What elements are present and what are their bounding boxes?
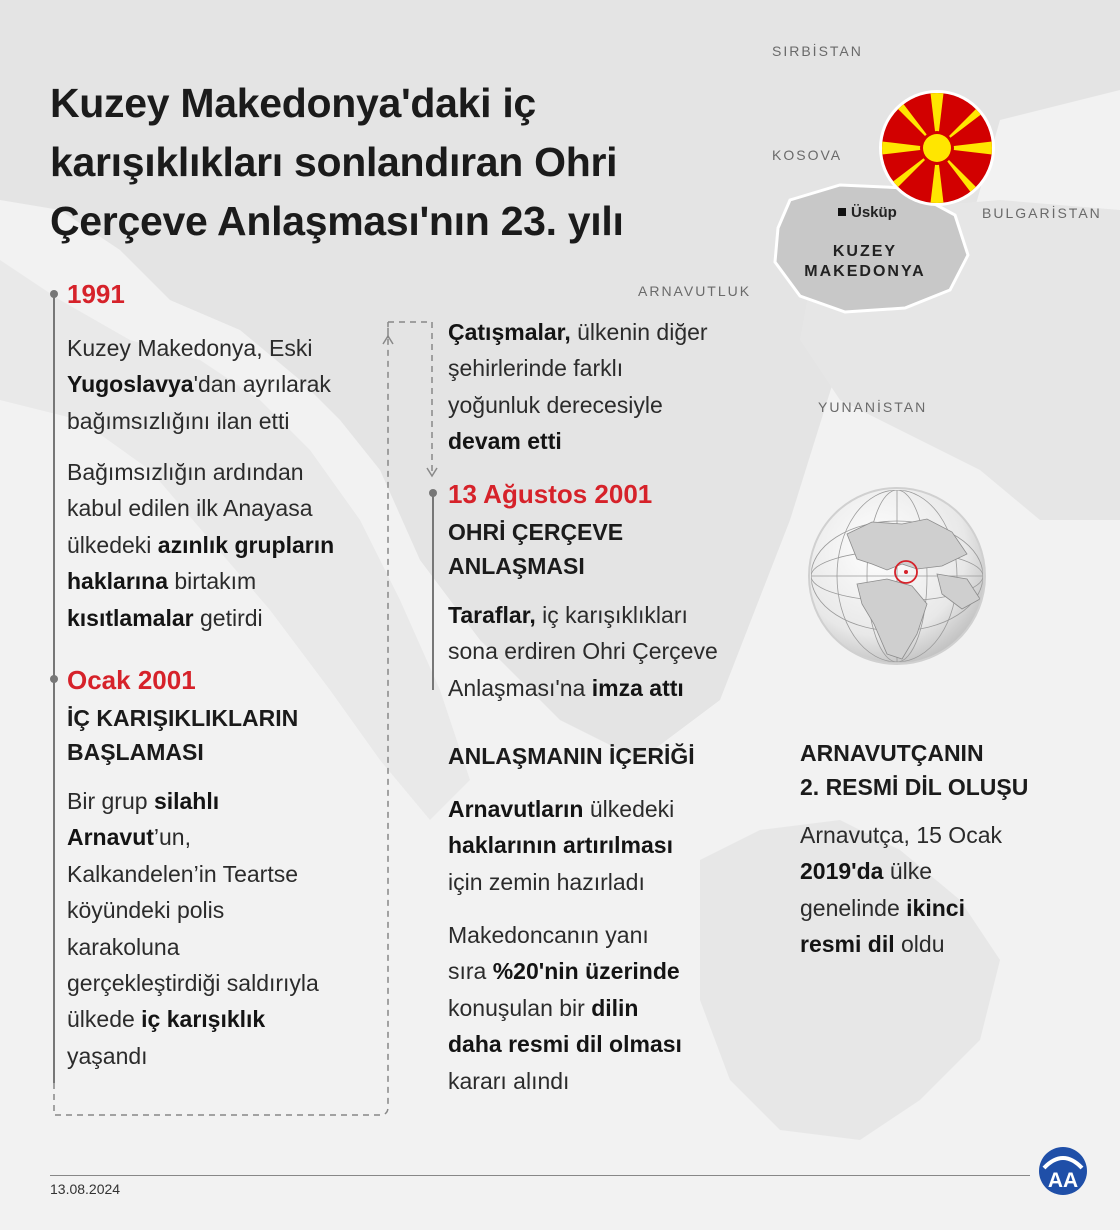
- ar-a: Arnavutça, 15 Ocak: [800, 822, 1002, 848]
- ag-b: iç karışıklıkları: [535, 602, 688, 628]
- ar-b: 2019'da: [800, 858, 884, 885]
- p2-d: azınlık grupların: [157, 531, 335, 558]
- heading-arnavutca: [800, 736, 1028, 804]
- ic2-f: daha resmi dil olması: [448, 1031, 682, 1058]
- label-yunanistan: YUNANİSTAN: [818, 399, 928, 415]
- ic2-e: dilin: [591, 994, 639, 1021]
- heading-arn-1: ARNAVUTÇANIN: [800, 740, 984, 766]
- ar-d: genelinde: [800, 894, 907, 921]
- oc-k: yaşandı: [67, 1042, 148, 1069]
- heading-ic-2: BAŞLAMASI: [67, 739, 204, 765]
- p2-c: ülkedeki: [67, 531, 158, 558]
- ar-f: resmi dil: [800, 931, 895, 958]
- label-kuzey: KUZEY: [832, 243, 898, 260]
- ca-c: şehirlerinde farklı: [448, 355, 624, 382]
- para-catismalar: [448, 314, 748, 460]
- date-1991: 1991: [67, 279, 125, 309]
- ic2-g: kararı alındı: [448, 1067, 570, 1094]
- p2-h: getirdi: [193, 604, 263, 631]
- ca-e: devam etti: [448, 428, 562, 455]
- ic1-d: için zemin hazırladı: [448, 868, 645, 895]
- ag-a: Taraflar,: [448, 602, 536, 628]
- aa-logo-icon: [1038, 1146, 1088, 1196]
- label-sirbistan: SIRBİSTAN: [772, 43, 863, 59]
- ag-c: sona erdiren Ohri Çerçeve: [448, 638, 718, 665]
- city-uskup: Üsküp: [838, 204, 897, 221]
- ar-g: oldu: [894, 931, 945, 958]
- heading-arn-2: 2. RESMİ DİL OLUŞU: [800, 774, 1029, 800]
- para-1991-independence: [67, 330, 387, 439]
- ag-d: Anlaşması'na: [448, 674, 592, 701]
- ca-a: Çatışmalar,: [448, 319, 571, 345]
- ic2-c: %20'nin üzerinde: [492, 958, 680, 985]
- heading-ohri-2: ANLAŞMASI: [448, 553, 585, 579]
- heading-ic-1: İÇ KARIŞIKLIKLARIN: [67, 705, 299, 731]
- oc-h: gerçekleştirdiği saldırıyla: [67, 970, 319, 997]
- para-1991-constitution: [67, 454, 387, 636]
- date-13-agustos-2001: 13 Ağustos 2001: [448, 479, 653, 509]
- p1-c: 'dan ayrılarak: [193, 371, 331, 398]
- heading-ohri-1: OHRİ ÇERÇEVE: [448, 519, 624, 545]
- ic2-a: Makedoncanın yanı: [448, 922, 649, 948]
- oc-g: karakoluna: [67, 933, 180, 960]
- label-makedonya: MAKEDONYA: [804, 263, 926, 280]
- oc-f: köyündeki polis: [67, 897, 225, 924]
- date-ocak-2001: Ocak 2001: [67, 665, 196, 695]
- para-icerik-1: [448, 791, 768, 900]
- heading-ic-karisikliklar: [67, 701, 298, 769]
- p2-e: haklarına: [67, 568, 168, 595]
- oc-d: ’un,: [153, 824, 191, 851]
- p1-a: Kuzey Makedonya, Eski: [67, 335, 313, 361]
- label-kosova: KOSOVA: [772, 147, 843, 163]
- para-taraflar: [448, 597, 758, 706]
- ic1-c: haklarının artırılması: [448, 832, 673, 859]
- oc-e: Kalkandelen’in Teartse: [67, 860, 299, 887]
- ic1-b: ülkedeki: [583, 796, 675, 822]
- heading-ohri-cerceve: [448, 515, 623, 583]
- oc-b: silahlı: [153, 788, 220, 814]
- ag-e: imza attı: [591, 674, 684, 701]
- para-icerik-2: [448, 917, 768, 1099]
- p2-b: kabul edilen ilk Anayasa: [67, 495, 313, 522]
- p2-g: kısıtlamalar: [67, 604, 194, 631]
- oc-i: ülkede: [67, 1006, 142, 1033]
- label-bulgaristan: BULGARİSTAN: [982, 205, 1102, 221]
- footer-divider: [50, 1175, 1030, 1176]
- oc-j: iç karışıklık: [141, 1006, 266, 1033]
- ar-e: ikinci: [906, 894, 965, 921]
- para-ocak-2001: [67, 783, 387, 1074]
- para-arnavutca: [800, 817, 1100, 963]
- ic2-b: sıra: [448, 958, 493, 985]
- ar-c: ülke: [883, 858, 933, 885]
- p1-b: Yugoslavya: [67, 371, 194, 398]
- label-arnavutluk: ARNAVUTLUK: [638, 283, 752, 299]
- aa-logo-text: AA: [1047, 1169, 1079, 1192]
- heading-anlasmanin-icerigi: ANLAŞMANIN İÇERİĞİ: [448, 743, 695, 769]
- ca-d: yoğunluk derecesiyle: [448, 391, 663, 418]
- p2-a: Bağımsızlığın ardından: [67, 459, 304, 485]
- ca-b: ülkenin diğer: [570, 319, 708, 345]
- footer-date: 13.08.2024: [50, 1181, 121, 1197]
- p2-f: birtakım: [168, 568, 257, 595]
- oc-a: Bir grup: [67, 788, 154, 814]
- oc-c: Arnavut: [67, 824, 154, 851]
- p1-d: bağımsızlığını ilan etti: [67, 407, 290, 434]
- page-title: Kuzey Makedonya'daki iç karışıklıkları sonlandıran Ohri Çerçeve Anlaşması'nın 23. yılı: [50, 80, 624, 244]
- ic1-a: Arnavutların: [448, 796, 584, 822]
- ic2-d: konuşulan bir: [448, 994, 592, 1021]
- globe-locator-icon: [802, 474, 992, 684]
